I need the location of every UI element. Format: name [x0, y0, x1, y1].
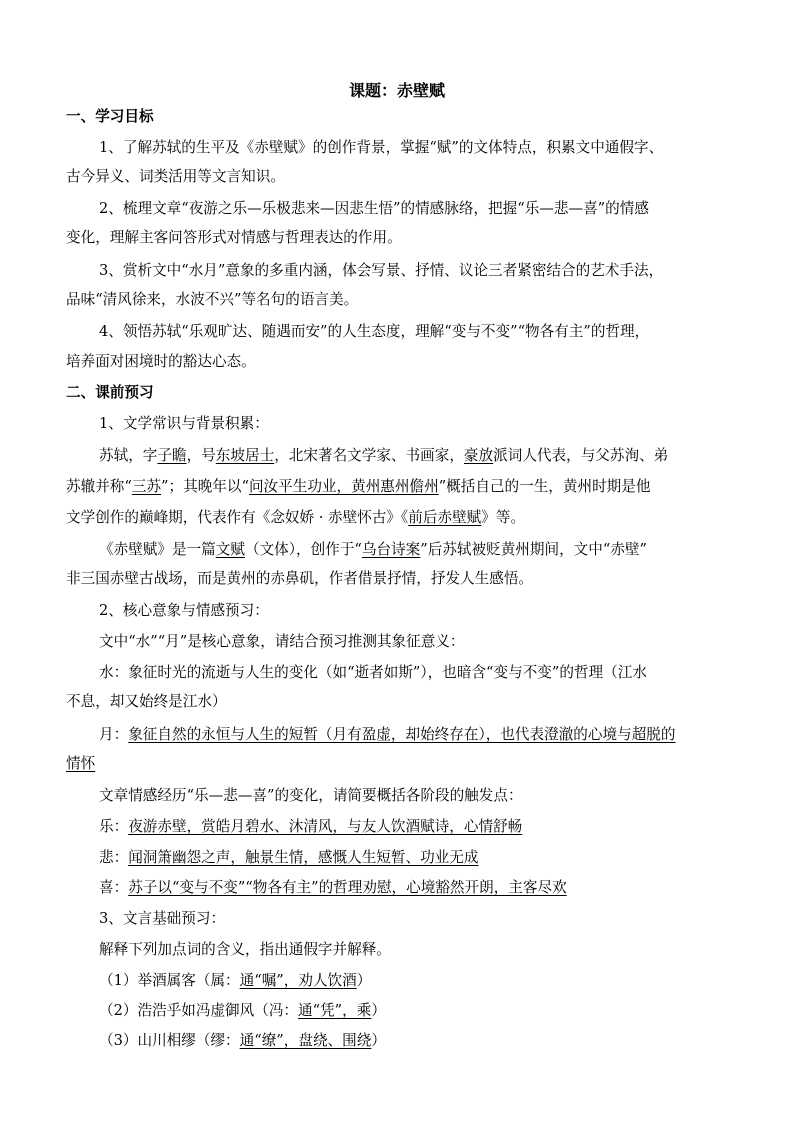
- answer-chibi-fu: 前后赤壁赋: [408, 509, 482, 526]
- answer-haofang: 豪放: [463, 447, 494, 464]
- answer-wutai: 乌台诗案: [361, 541, 421, 558]
- text-run: 文学创作的巅峰期，代表作有《念奴娇 · 赤壁怀古》《: [66, 509, 409, 526]
- preview-2-line-3: 不息，却又始终是江水）: [66, 693, 227, 710]
- answer-sorrow: 闻洞箫幽怨之声，触景生情，感慨人生短暂、功业无成: [128, 849, 479, 866]
- answer-zizhan: 子瞻: [157, 447, 187, 464]
- goal-2-line-1: 2、梳理文章“夜游之乐—乐极悲来—因悲生悟”的情感脉络，把握“乐—悲—喜”的情感: [99, 200, 649, 217]
- preview-2-line-8: [99, 848, 478, 868]
- text-run: ”概括自己的一生，黄州时期是他: [438, 478, 651, 495]
- text-run: 》等。: [481, 509, 526, 526]
- preview-2-line-4: [99, 725, 675, 745]
- preview-1-line-5: 非三国赤壁古战场，而是黄州的赤鼻矶，作者借景抒情，抒发人生感悟。: [66, 570, 534, 587]
- preview-2-line-6: 文章情感经历“乐—悲—喜”的变化，请简要概括各阶段的触发点：: [99, 787, 523, 804]
- text-run: 苏辙并称“: [66, 478, 132, 495]
- answer-sansu: 三苏: [131, 478, 162, 495]
- vocab-item-1: [99, 971, 371, 991]
- answer-wenfu: 文赋: [215, 541, 245, 558]
- answer-dongpo: 东坡居士: [215, 447, 275, 464]
- text-run: ，号: [186, 447, 216, 464]
- text-run: （文体），创作于“: [244, 541, 362, 558]
- vocab-question: （3）山川相缪（缪：: [99, 1032, 240, 1049]
- goal-4-line-2: 培养面对困境时的豁达心态。: [66, 353, 256, 370]
- goal-1-line-2: 古今异义、词类活用等文言知识。: [66, 168, 285, 185]
- preview-2-heading: 2、核心意象与情感预习：: [99, 602, 269, 619]
- preview-2-line-9: [99, 878, 567, 898]
- label-happiness: 喜：: [99, 879, 129, 896]
- answer-moon: 象征自然的永恒与人生的短暂（月有盈虚，却始终存在），也代表澄澈的心境与超脱的: [128, 726, 676, 743]
- section-heading-preview: 二、课前预习: [66, 384, 154, 401]
- text-run: 《赤壁赋》是一篇: [99, 541, 216, 558]
- preview-2-line-7: [99, 817, 522, 837]
- goal-1-line-1: 1、了解苏轼的生平及《赤壁赋》的创作背景，掌握“赋”的文体特点，积累文中通假字、: [99, 139, 664, 156]
- preview-1-line-4: [99, 540, 647, 560]
- text-run: 苏轼，字: [99, 447, 158, 464]
- vocab-question: （2）浩浩乎如冯虚御风（冯：: [99, 1002, 299, 1019]
- preview-2-line-5: [66, 754, 95, 774]
- label-sorrow: 悲：: [99, 849, 129, 866]
- goal-3-line-1: 3、赏析文中“水月”意象的多重内涵，体会写景、抒情、议论三者紧密结合的艺术手法，: [99, 262, 664, 279]
- goal-3-line-2: 品味“清风徐来，水波不兴”等名句的语言美。: [66, 291, 359, 308]
- vocab-item-3: [99, 1031, 386, 1051]
- text-run: ，北宋著名文学家、书画家，: [274, 447, 464, 464]
- vocab-item-2: [99, 1001, 386, 1021]
- answer-poem-line: 问汝平生功业，黄州惠州儋州: [248, 478, 439, 495]
- answer-happiness: 苏子以“变与不变”“物各有主”的哲理劝慰，心境豁然开朗，主客尽欢: [128, 879, 567, 896]
- vocab-answer: 通“凭”，乘: [298, 1002, 372, 1019]
- preview-1-line-1: [99, 446, 668, 466]
- goal-4-line-1: 4、领悟苏轼“乐观旷达、随遇而安”的人生态度，理解“变与不变”“物各有主”的哲理，: [99, 323, 650, 340]
- text-run: ）: [371, 1032, 386, 1049]
- preview-1-heading: 1、文学常识与背景积累：: [99, 415, 269, 432]
- vocab-answer: 通“嘱”，劝人饮酒: [239, 972, 357, 989]
- preview-1-line-3: [66, 508, 525, 528]
- vocab-question: （1）举酒属客（属：: [99, 972, 240, 989]
- text-run: ）: [371, 1002, 386, 1019]
- text-run: ）: [356, 972, 372, 989]
- vocab-answer: 通“缭”，盘绕、围绕: [239, 1032, 372, 1049]
- goal-2-line-2: 变化，理解主客问答形式对情感与哲理表达的作用。: [66, 229, 402, 246]
- preview-1-line-2: [66, 477, 650, 497]
- answer-moon-cont: 情怀: [66, 755, 96, 772]
- preview-2-line-2: 水：象征时光的流逝与人生的变化（如“逝者如斯”），也暗含“变与不变”的哲理（江水: [99, 664, 647, 681]
- preview-3-heading: 3、文言基础预习：: [99, 910, 226, 927]
- page-title: 课题：赤壁赋: [348, 81, 445, 100]
- label-moon: 月：: [99, 726, 129, 743]
- answer-joy: 夜游赤壁，赏皓月碧水、沐清风，与友人饮酒赋诗，心情舒畅: [128, 818, 523, 835]
- preview-2-line-1: 文中“水”“月”是核心意象，请结合预习推测其象征意义：: [99, 633, 465, 650]
- section-heading-goals: 一、学习目标: [66, 108, 154, 125]
- text-run: ”后苏轼被贬黄州期间，文中“赤壁”: [420, 541, 647, 558]
- label-joy: 乐：: [99, 818, 129, 835]
- text-run: 派词人代表，与父苏洵、弟: [493, 447, 669, 464]
- preview-3-line-1: 解释下列加点词的含义，指出通假字并解释。: [99, 941, 391, 958]
- text-run: ”；其晚年以“: [161, 478, 249, 495]
